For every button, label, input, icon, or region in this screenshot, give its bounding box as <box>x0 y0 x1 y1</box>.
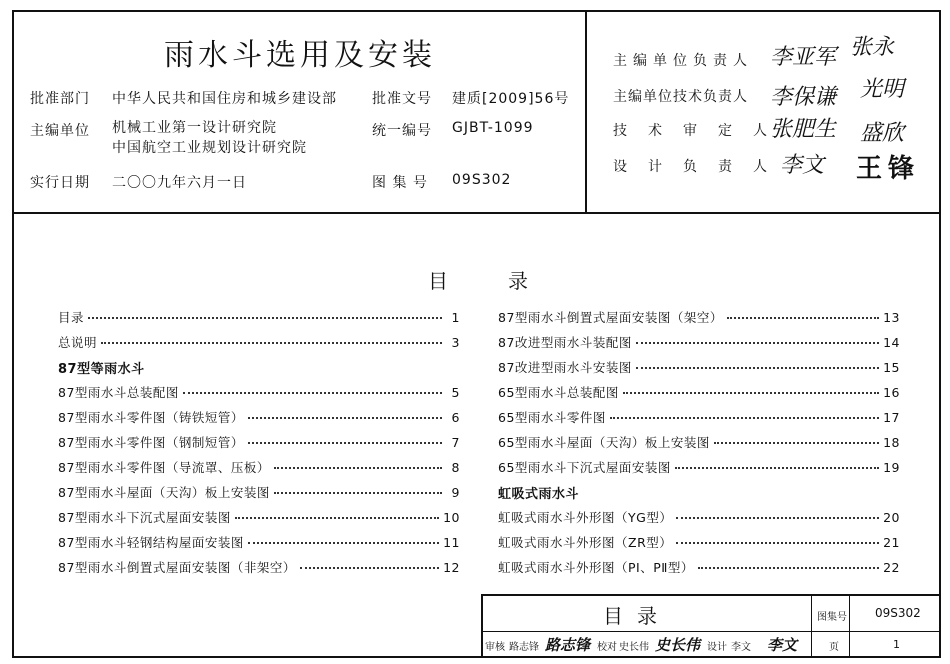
toc-section-heading <box>58 358 460 383</box>
toc-entry-page: 21 <box>883 535 900 550</box>
toc-left-column <box>58 308 460 583</box>
toc-dot-leader <box>88 317 442 319</box>
toc-dot-leader <box>274 467 442 469</box>
toc-entry-page: 6 <box>451 410 460 425</box>
toc-dot-leader <box>610 417 879 419</box>
title-block-atlas-no: 09S302 <box>875 606 921 620</box>
page-label: 页 <box>829 642 839 653</box>
design-label: 设计 <box>707 642 727 653</box>
title-block <box>481 594 941 658</box>
toc-entry <box>58 533 460 558</box>
toc-entry-title: 65型雨水斗屋面（天沟）板上安装图 <box>498 435 710 450</box>
toc-dot-leader <box>676 542 879 544</box>
toc-dot-leader <box>101 342 442 344</box>
signature-chief-unit-2: 张永 <box>850 35 895 60</box>
toc-entry-title: 87型雨水斗零件图（铸铁短管） <box>58 410 244 425</box>
toc-entry-title: 87型雨水斗零件图（导流罩、压板） <box>58 460 270 475</box>
resp-label-design-lead: 设计负责人 <box>613 159 788 175</box>
toc-entry-page: 3 <box>451 335 460 350</box>
toc-entry <box>58 558 460 583</box>
toc-entry <box>498 408 900 433</box>
effective-date: 二〇〇九年六月一日 <box>112 175 247 191</box>
toc-dot-leader <box>235 517 439 519</box>
toc-entry-page: 14 <box>883 335 900 350</box>
toc-entry <box>498 433 900 458</box>
resp-label-tech-review: 技术审定人 <box>613 123 788 139</box>
chief-unit-line-2: 中国航空工业规划设计研究院 <box>112 140 307 156</box>
toc-entry <box>498 383 900 408</box>
toc-entry-page: 7 <box>451 435 460 450</box>
signature-chief-unit-1: 李亚军 <box>770 45 837 70</box>
designer-name: 李文 <box>731 642 751 653</box>
chief-unit <box>112 118 307 158</box>
title-block-col-divider <box>849 596 850 656</box>
toc-entry-title: 65型雨水斗下沉式屋面安装图 <box>498 460 671 475</box>
toc-entry-page: 5 <box>451 385 460 400</box>
atlas-no-label: 图 集 号 <box>372 175 428 191</box>
approval-doc-label: 批准文号 <box>372 91 432 107</box>
toc-entry <box>58 333 460 358</box>
toc-entry-page: 9 <box>451 485 460 500</box>
toc-dot-leader <box>183 392 442 394</box>
approval-dept: 中华人民共和国住房和城乡建设部 <box>112 91 337 107</box>
toc-entry-title: 87型雨水斗零件图（钢制短管） <box>58 435 244 450</box>
toc-entry-title: 虹吸式雨水斗 <box>498 487 580 502</box>
toc-entry <box>58 408 460 433</box>
toc-dot-leader <box>698 567 879 569</box>
toc-entry-title: 87型雨水斗屋面（天沟）板上安装图 <box>58 485 270 500</box>
toc-entry-title: 87型雨水斗倒置式屋面安装图（架空） <box>498 310 723 325</box>
toc-entry <box>58 483 460 508</box>
toc-dot-leader <box>274 492 442 494</box>
toc-entry-page: 16 <box>883 385 900 400</box>
toc-entry-page: 18 <box>883 435 900 450</box>
toc-dot-leader <box>675 467 879 469</box>
resp-label-tech-lead: 主编单位技术负责人 <box>613 89 748 105</box>
toc-entry-page: 19 <box>883 460 900 475</box>
toc-entry-page: 10 <box>443 510 460 525</box>
toc-entry-title: 87型雨水斗倒置式屋面安装图（非架空） <box>58 560 296 575</box>
toc-entry <box>498 358 900 383</box>
checker-name: 史长伟 <box>619 642 649 653</box>
toc-dot-leader <box>300 567 439 569</box>
toc-dot-leader <box>248 442 442 444</box>
approval-doc: 建质[2009]56号 <box>452 91 570 107</box>
designer-signature: 李文 <box>767 636 798 654</box>
toc-dot-leader <box>248 542 439 544</box>
toc-entry-title: 87型雨水斗总装配图 <box>58 385 179 400</box>
toc-entry-title: 87型等雨水斗 <box>58 362 145 377</box>
atlas-no: 09S302 <box>452 172 512 188</box>
resp-label-chief-unit: 主编单位负责人 <box>613 53 753 69</box>
title-block-title: 目录 <box>603 604 671 628</box>
chief-unit-line-1: 机械工业第一设计研究院 <box>112 120 277 136</box>
toc-entry <box>498 308 900 333</box>
unified-no: GJBT-1099 <box>452 120 534 136</box>
header-vertical-divider <box>585 10 587 212</box>
toc-dot-leader <box>623 392 879 394</box>
signature-design-lead-1: 李文 <box>780 153 825 178</box>
checker-signature: 史长伟 <box>655 636 701 654</box>
toc-right-column <box>498 308 900 583</box>
toc-dot-leader <box>727 317 879 319</box>
toc-entry-title: 65型雨水斗总装配图 <box>498 385 619 400</box>
title-block-divider <box>483 631 939 632</box>
toc-entry-title: 87改进型雨水斗装配图 <box>498 335 632 350</box>
toc-entry <box>498 458 900 483</box>
toc-dot-leader <box>248 417 442 419</box>
toc-entry-title: 虹吸式雨水斗外形图（ZR型） <box>498 535 673 550</box>
reviewer-name: 路志锋 <box>509 642 539 653</box>
signature-tech-lead-2: 光明 <box>860 77 905 102</box>
signature-tech-lead-1: 李保谦 <box>770 85 837 110</box>
page-number: 1 <box>893 638 900 651</box>
toc-entry <box>58 433 460 458</box>
toc-entry-page: 12 <box>443 560 460 575</box>
toc-entry-page: 13 <box>883 310 900 325</box>
toc-entry <box>58 508 460 533</box>
toc-entry <box>58 383 460 408</box>
toc-dot-leader <box>676 517 879 519</box>
title-block-col-divider <box>811 596 812 656</box>
toc-entry-page: 22 <box>883 560 900 575</box>
toc-dot-leader <box>636 342 879 344</box>
toc-entry-title: 87型雨水斗轻钢结构屋面安装图 <box>58 535 244 550</box>
toc-entry-title: 虹吸式雨水斗外形图（YG型） <box>498 510 673 525</box>
signature-design-lead-2: 王锋 <box>856 154 921 184</box>
toc-section-heading <box>498 483 900 508</box>
toc-entry-page: 1 <box>451 310 460 325</box>
toc-dot-leader <box>714 442 879 444</box>
toc-heading-char-1: 目 <box>428 269 448 293</box>
toc-entry <box>498 333 900 358</box>
toc-entry-page: 8 <box>451 460 460 475</box>
toc-entry <box>498 508 900 533</box>
toc-entry-page: 15 <box>883 360 900 375</box>
toc-entry-title: 总说明 <box>58 335 98 350</box>
document-title: 雨水斗选用及安装 <box>164 38 436 73</box>
signature-tech-review-1: 张肥生 <box>770 117 837 142</box>
toc-entry-title: 65型雨水斗零件图 <box>498 410 606 425</box>
toc-entry-page: 11 <box>443 535 460 550</box>
title-block-atlas-label: 图集号 <box>817 612 847 623</box>
toc-entry-title: 87改进型雨水斗安装图 <box>498 360 632 375</box>
toc-heading-char-2: 录 <box>508 269 528 293</box>
toc-entry-page: 20 <box>883 510 900 525</box>
approval-dept-label: 批准部门 <box>30 91 90 107</box>
toc-entry <box>498 558 900 583</box>
toc-entry-page: 17 <box>883 410 900 425</box>
chief-unit-label: 主编单位 <box>30 123 90 139</box>
reviewer-signature: 路志锋 <box>545 636 591 654</box>
toc-entry-title: 目录 <box>58 310 85 325</box>
toc-entry <box>58 308 460 333</box>
toc-dot-leader <box>636 367 879 369</box>
check-label: 校对 <box>597 642 617 653</box>
toc-entry <box>58 458 460 483</box>
review-label: 审核 <box>485 642 505 653</box>
signature-tech-review-2: 盛欣 <box>860 121 905 146</box>
toc-entry-title: 87型雨水斗下沉式屋面安装图 <box>58 510 231 525</box>
header-divider <box>12 212 941 214</box>
toc-entry-title: 虹吸式雨水斗外形图（PⅠ、PⅡ型） <box>498 560 694 575</box>
effective-date-label: 实行日期 <box>30 175 90 191</box>
toc-entry <box>498 533 900 558</box>
unified-no-label: 统一编号 <box>372 123 432 139</box>
